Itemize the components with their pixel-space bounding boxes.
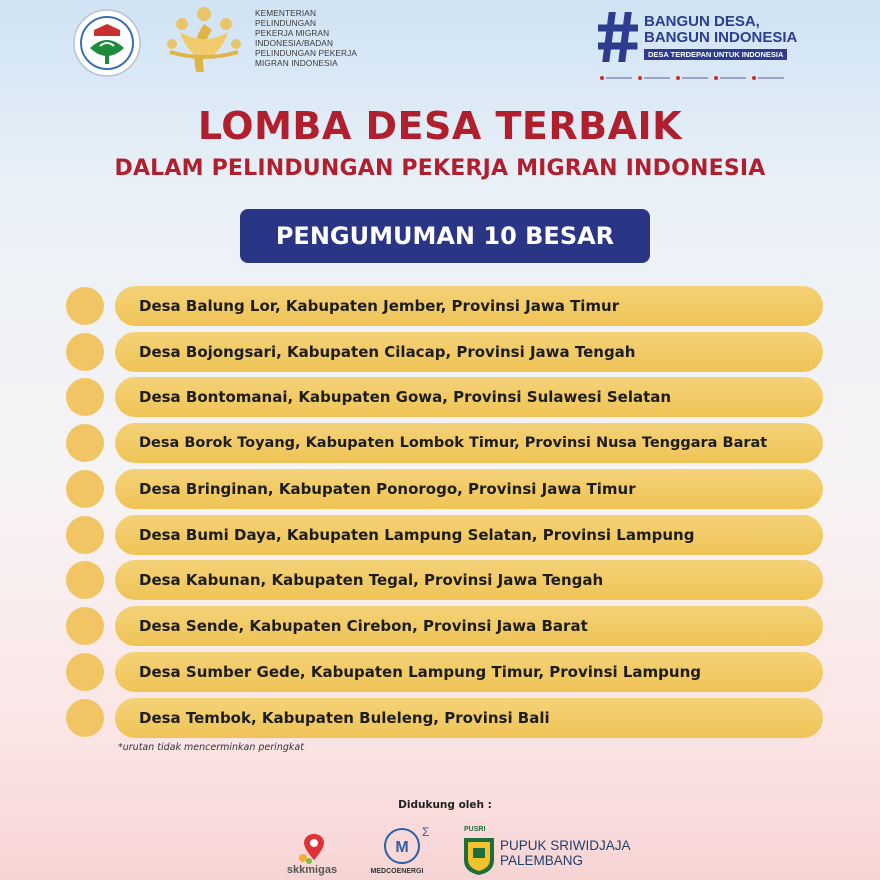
list-pill <box>115 515 823 555</box>
list-item-text: Desa Sumber Gede, Kabupaten Lampung Timur, Provinsi Lampung <box>139 663 702 681</box>
medco-logo <box>352 822 442 880</box>
list-pill <box>115 286 823 326</box>
list-pill <box>115 606 823 646</box>
campaign-tagline: DESA TERDEPAN UNTUK INDONESIA <box>644 49 787 60</box>
list-item <box>0 515 880 555</box>
svg-text:M: M <box>395 839 409 856</box>
list-bullet <box>66 516 104 554</box>
hashtag-icon <box>598 12 638 62</box>
sponsor-medco: MEDCOENERGI <box>370 868 424 875</box>
list-item-text: Desa Bumi Daya, Kabupaten Lampung Selatan, Provinsi Lampung <box>139 526 695 544</box>
pusri-name-line1: PUPUK SRIWIDJAJA <box>500 838 631 853</box>
page-subtitle: DALAM PELINDUNGAN PEKERJA MIGRAN INDONESIA <box>114 156 766 181</box>
ministry-name <box>255 8 385 68</box>
ministry-line: PELINDUNGAN PEKERJA <box>255 48 357 58</box>
list-pill <box>115 652 823 692</box>
list-item-text: Desa Balung Lor, Kabupaten Jember, Provinsi Jawa Timur <box>139 297 620 315</box>
list-bullet <box>66 653 104 691</box>
ministry-line: PEKERJA MIGRAN <box>255 28 330 38</box>
list-bullet <box>66 561 104 599</box>
pusri-emblem <box>462 836 496 876</box>
list-bullet <box>66 333 104 371</box>
kemendes-logo <box>72 8 142 78</box>
list-pill <box>115 469 823 509</box>
map-pin-icon <box>276 832 348 864</box>
list-item <box>0 698 880 738</box>
list-item <box>0 652 880 692</box>
list-pill <box>115 560 823 600</box>
social-handles-strip <box>598 66 818 72</box>
page-title: LOMBA DESA TERBAIK <box>197 104 683 148</box>
list-item-text: Desa Kabunan, Kabupaten Tegal, Provinsi Jawa Tengah <box>139 571 604 589</box>
campaign-line1: BANGUN DESA, <box>644 13 760 30</box>
list-item <box>0 606 880 646</box>
list-item <box>0 377 880 417</box>
supported-by-label: Didukung oleh : <box>398 799 492 811</box>
list-pill <box>115 698 823 738</box>
list-item <box>0 286 880 326</box>
list-item <box>0 469 880 509</box>
list-bullet <box>66 607 104 645</box>
list-item <box>0 332 880 372</box>
ministry-line: INDONESIA/BADAN <box>255 38 334 48</box>
list-item-text: Desa Bringinan, Kabupaten Ponorogo, Provinsi Jawa Timur <box>139 480 636 498</box>
ranking-note: *urutan tidak mencerminkan peringkat <box>118 742 304 753</box>
list-pill <box>115 332 823 372</box>
sponsor-pusri <box>500 838 631 868</box>
list-item-text: Desa Bojongsari, Kabupaten Cilacap, Provinsi Jawa Tengah <box>139 343 636 361</box>
announcement-badge: PENGUMUMAN 10 BESAR <box>240 209 650 263</box>
campaign-logo <box>598 10 818 72</box>
ministry-line: PELINDUNGAN <box>255 18 317 28</box>
pusri-name-line2: PALEMBANG <box>500 853 584 868</box>
list-bullet <box>66 378 104 416</box>
skkmigas-logo <box>276 832 348 880</box>
list-pill <box>115 423 823 463</box>
list-bullet <box>66 424 104 462</box>
sponsor-skkmigas: skkmigas <box>286 864 338 876</box>
list-bullet <box>66 287 104 325</box>
bp2mi-logo <box>160 2 248 80</box>
list-bullet <box>66 699 104 737</box>
ministry-line: MIGRAN INDONESIA <box>255 58 338 68</box>
ministry-line: KEMENTERIAN <box>255 8 317 18</box>
campaign-line2: BANGUN INDONESIA <box>644 29 798 46</box>
list-item-text: Desa Tembok, Kabupaten Buleleng, Provinsi Bali <box>139 709 550 727</box>
svg-text:Σ: Σ <box>422 825 430 839</box>
list-item <box>0 423 880 463</box>
list-item-text: Desa Sende, Kabupaten Cirebon, Provinsi Jawa Barat <box>139 617 588 635</box>
list-item <box>0 560 880 600</box>
pusri-logo <box>460 826 670 876</box>
list-item-text: Desa Borok Toyang, Kabupaten Lombok Timur, Provinsi Nusa Tenggara Barat <box>139 435 768 451</box>
list-pill <box>115 377 823 417</box>
pusri-label: PUSRI <box>464 826 486 833</box>
list-bullet <box>66 470 104 508</box>
list-item-text: Desa Bontomanai, Kabupaten Gowa, Provinsi Sulawesi Selatan <box>139 388 672 406</box>
